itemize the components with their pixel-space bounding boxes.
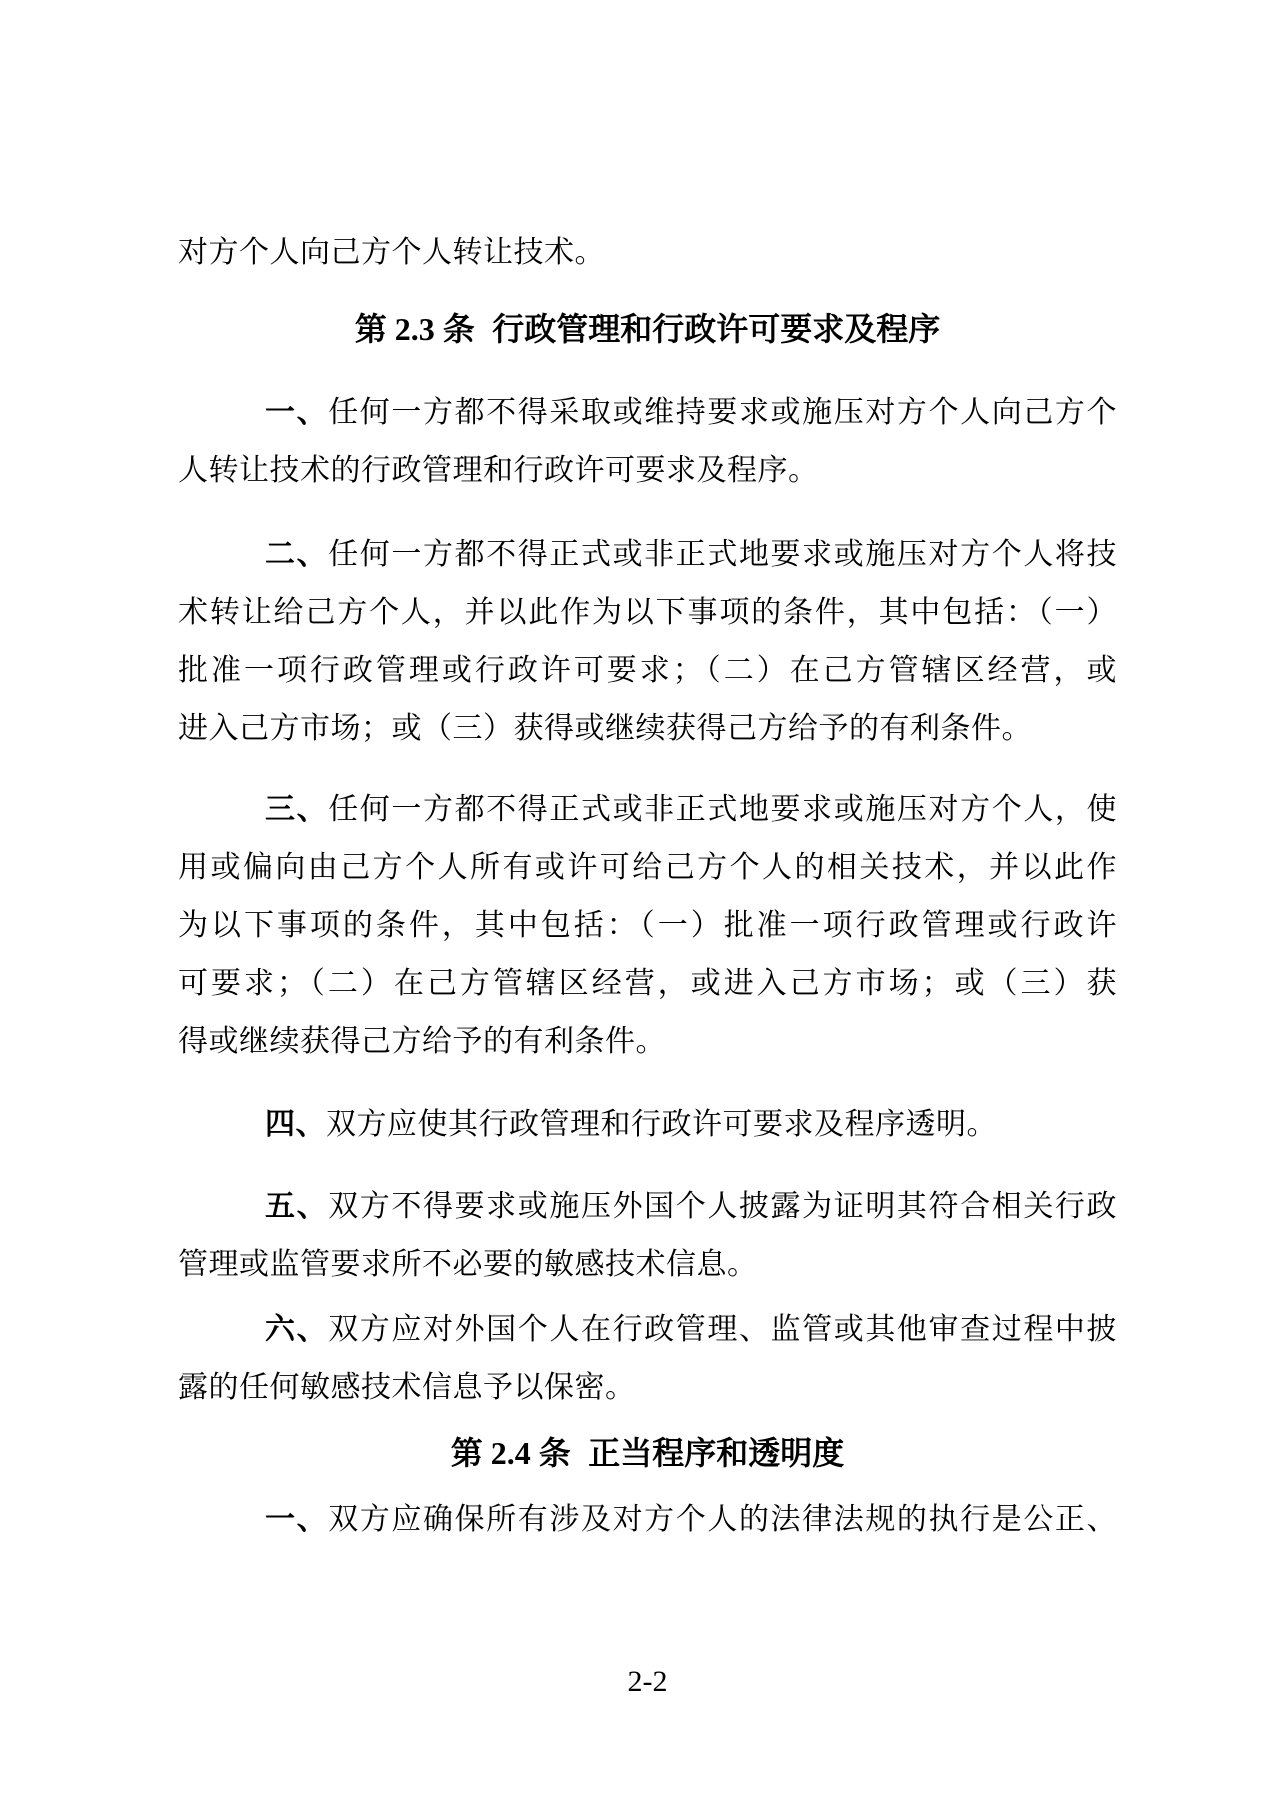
body-line: 可要求；（二）在己方管辖区经营，或进入己方市场；或（三）获 bbox=[178, 967, 1117, 1000]
body-line bbox=[178, 1096, 1117, 1154]
body-line bbox=[178, 1301, 1117, 1359]
body-line: 得或继续获得己方给予的有利条件。 bbox=[178, 1025, 666, 1058]
paragraph-marker: 一、 bbox=[265, 396, 329, 429]
body-line bbox=[178, 1491, 1117, 1549]
continuation-paragraph bbox=[178, 224, 1117, 282]
body-line bbox=[178, 781, 1117, 839]
paragraph-4 bbox=[178, 1096, 1117, 1154]
article-title: 正当程序和透明度 bbox=[588, 1435, 845, 1471]
body-line bbox=[178, 1178, 1117, 1236]
body-line: 管理或监管要求所不必要的敏感技术信息。 bbox=[178, 1248, 758, 1281]
paragraph-marker: 六、 bbox=[265, 1313, 329, 1346]
article-2-4-heading bbox=[178, 1424, 1117, 1482]
body-line: 对方个人向己方个人转让技术。 bbox=[178, 236, 605, 269]
body-line: 批准一项行政管理或行政许可要求；（二）在己方管辖区经营，或 bbox=[178, 654, 1117, 687]
body-line: 术转让给己方个人，并以此作为以下事项的条件，其中包括：（一） bbox=[178, 596, 1117, 629]
body-text: 双方应对外国个人在行政管理、监管或其他审查过程中披 bbox=[328, 1313, 1118, 1346]
page-number: 2-2 bbox=[627, 1665, 668, 1698]
article-2-3-heading bbox=[178, 300, 1117, 358]
paragraph-5 bbox=[178, 1178, 1117, 1294]
body-text: 双方不得要求或施压外国个人披露为证明其符合相关行政 bbox=[328, 1190, 1118, 1223]
paragraph-1 bbox=[178, 384, 1117, 500]
paragraph-3 bbox=[178, 781, 1117, 1071]
paragraph-marker: 二、 bbox=[265, 538, 329, 571]
body-line: 人转让技术的行政管理和行政许可要求及程序。 bbox=[178, 454, 819, 487]
paragraph-7 bbox=[178, 1491, 1117, 1549]
heading-line bbox=[178, 300, 1117, 358]
paragraph-marker: 三、 bbox=[265, 793, 329, 826]
body-text: 任何一方都不得正式或非正式地要求或施压对方个人，使 bbox=[328, 793, 1118, 826]
body-line: 露的任何敏感技术信息予以保密。 bbox=[178, 1371, 636, 1404]
body-line: 为以下事项的条件，其中包括：（一）批准一项行政管理或行政许 bbox=[178, 909, 1117, 942]
body-line bbox=[178, 384, 1117, 442]
body-line: 进入己方市场；或（三）获得或继续获得己方给予的有利条件。 bbox=[178, 712, 1032, 745]
article-title: 行政管理和行政许可要求及程序 bbox=[492, 311, 941, 347]
paragraph-marker: 一、 bbox=[265, 1503, 329, 1536]
article-number: 第 2.4 条 bbox=[450, 1435, 571, 1471]
body-line: 用或偏向由己方个人所有或许可给己方个人的相关技术，并以此作 bbox=[178, 851, 1117, 884]
heading-line bbox=[178, 1424, 1117, 1482]
body-text: 双方应确保所有涉及对方个人的法律法规的执行是公正、 bbox=[328, 1503, 1118, 1536]
article-number: 第 2.3 条 bbox=[354, 311, 475, 347]
body-line bbox=[178, 526, 1117, 584]
paragraph-2 bbox=[178, 526, 1117, 758]
body-text: 任何一方都不得正式或非正式地要求或施压对方个人将技 bbox=[328, 538, 1118, 571]
paragraph-6 bbox=[178, 1301, 1117, 1417]
paragraph-marker: 五、 bbox=[265, 1190, 329, 1223]
body-text: 任何一方都不得采取或维持要求或施压对方个人向己方个 bbox=[328, 396, 1118, 429]
paragraph-marker: 四、 bbox=[265, 1108, 326, 1141]
body-text: 双方应使其行政管理和行政许可要求及程序透明。 bbox=[326, 1108, 997, 1141]
